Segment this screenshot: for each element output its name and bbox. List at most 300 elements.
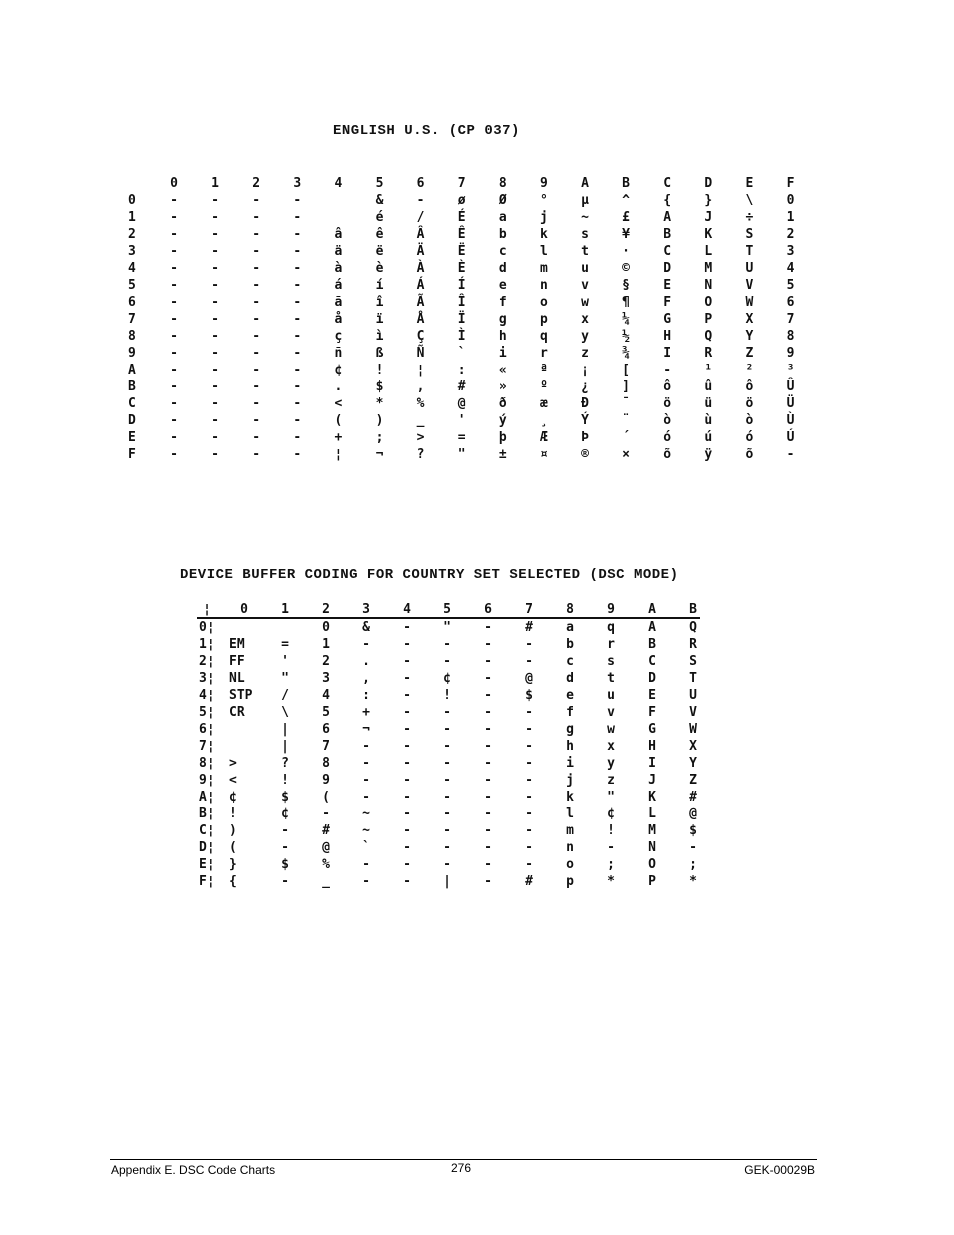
code-cell: Ç: [416, 328, 425, 344]
code-cell: F: [663, 294, 672, 310]
code-cell: Æ: [539, 430, 548, 446]
row-header: 2¦: [199, 653, 215, 669]
code-cell: >: [229, 755, 237, 771]
code-cell: 5: [322, 704, 330, 720]
code-cell: Ñ: [416, 345, 425, 361]
code-cell: ¦: [416, 362, 425, 378]
code-cell: æ: [539, 396, 548, 412]
code-cell: -: [252, 447, 261, 463]
row-header: B: [128, 379, 136, 395]
chart1-title: ENGLISH U.S. (CP 037): [333, 123, 520, 139]
code-cell: -: [211, 277, 219, 293]
code-cell: -: [443, 636, 451, 652]
column-header: 3: [293, 176, 302, 191]
code-cell: _: [416, 413, 425, 429]
code-cell: i: [566, 755, 574, 771]
code-cell: y: [581, 328, 589, 344]
row-header: 5¦: [199, 704, 215, 720]
code-cell: q: [539, 328, 548, 344]
code-cell: x: [581, 311, 589, 327]
code-cell: -: [281, 874, 289, 890]
code-cell: -: [252, 260, 261, 276]
code-cell: k: [539, 226, 548, 242]
code-cell: ¬: [362, 721, 370, 737]
code-cell: g: [566, 721, 574, 737]
code-cell: h: [498, 328, 507, 344]
column-header: 5: [375, 176, 384, 191]
code-cell: -: [322, 806, 330, 822]
code-cell: ¤: [539, 447, 548, 463]
code-cell: (: [322, 789, 330, 805]
code-cell: -: [525, 738, 533, 754]
code-cell: #: [525, 874, 533, 890]
column-header: 8: [566, 602, 574, 617]
code-cell: Å: [416, 311, 425, 327]
code-cell: -: [484, 704, 492, 720]
code-cell: -: [170, 311, 178, 327]
row-header: F: [128, 447, 136, 463]
code-cell: «: [498, 362, 507, 378]
code-cell: 0: [786, 193, 795, 208]
code-cell: _: [322, 874, 330, 890]
column-header: C: [663, 176, 672, 191]
code-cell: \: [745, 193, 754, 208]
code-cell: -: [211, 345, 219, 361]
code-cell: .: [362, 653, 370, 669]
code-cell: J: [704, 209, 713, 225]
column-header: B: [622, 176, 630, 191]
column-header: 9: [607, 602, 615, 617]
code-cell: ~: [581, 209, 589, 225]
code-cell: -: [252, 345, 261, 361]
code-cell: -: [211, 413, 219, 429]
row-header: F¦: [199, 874, 215, 890]
code-cell: Ë: [457, 243, 466, 259]
code-cell: -: [403, 840, 411, 856]
code-cell: #: [457, 379, 466, 395]
code-cell: &: [362, 620, 370, 635]
code-cell: M: [648, 823, 656, 839]
code-cell: ¡: [581, 362, 589, 378]
code-cell: k: [566, 789, 574, 805]
code-cell: Q: [704, 328, 713, 344]
code-cell: -: [281, 823, 289, 839]
code-cell: -: [403, 823, 411, 839]
code-cell: !: [607, 823, 615, 839]
column-header: 0: [170, 176, 178, 191]
row-header: C: [128, 396, 136, 412]
code-cell: K: [704, 226, 713, 242]
code-cell: (: [334, 413, 343, 429]
column-header: E: [745, 176, 754, 191]
column-header: 2: [322, 602, 330, 617]
code-cell: j: [566, 772, 574, 788]
code-cell: c: [566, 653, 574, 669]
column-header: 2: [252, 176, 261, 191]
code-cell: Ý: [581, 413, 589, 429]
code-cell: -: [252, 209, 261, 225]
code-cell: -: [293, 447, 302, 463]
code-cell: ò: [745, 413, 754, 429]
code-cell: -: [252, 243, 261, 259]
code-cell: -: [403, 687, 411, 703]
code-cell: -: [293, 379, 302, 395]
code-cell: -: [525, 789, 533, 805]
code-cell: s: [581, 226, 589, 242]
code-cell: -: [443, 789, 451, 805]
code-cell: Ì: [457, 328, 466, 344]
code-cell: -: [663, 362, 672, 378]
code-cell: µ: [581, 193, 589, 208]
footer-divider: [110, 1159, 817, 1160]
code-cell: -: [443, 738, 451, 754]
code-cell: U: [745, 260, 754, 276]
code-cell: ;: [375, 430, 384, 446]
row-header: E¦: [199, 857, 215, 873]
code-cell: $: [281, 857, 289, 873]
code-cell: -: [525, 857, 533, 873]
code-cell: -: [403, 636, 411, 652]
row-header: 9¦: [199, 772, 215, 788]
code-cell: ¢: [607, 806, 615, 822]
row-header: 4¦: [199, 687, 215, 703]
code-cell: -: [211, 294, 219, 310]
code-cell: -: [293, 226, 302, 242]
code-cell: ¦: [334, 447, 343, 463]
code-cell: -: [252, 396, 261, 412]
code-cell: þ: [498, 430, 507, 446]
code-cell: 6: [322, 721, 330, 737]
code-cell: $: [525, 687, 533, 703]
row-header: 1: [128, 209, 136, 225]
code-cell: -: [293, 362, 302, 378]
code-cell: ;: [689, 857, 697, 873]
code-cell: ¢: [443, 670, 451, 686]
code-cell: -: [211, 362, 219, 378]
code-cell: S: [689, 653, 697, 669]
column-header: 7: [457, 176, 466, 191]
code-cell: !: [281, 772, 289, 788]
code-cell: ¢: [229, 789, 237, 805]
code-cell: 8: [322, 755, 330, 771]
code-cell: E: [663, 277, 672, 293]
column-header: 9: [539, 176, 548, 191]
code-cell: %: [322, 857, 330, 873]
code-cell: -: [403, 620, 411, 635]
code-cell: ?: [416, 447, 425, 463]
code-cell: E: [648, 687, 656, 703]
code-cell: <: [334, 396, 343, 412]
code-cell: %: [416, 396, 425, 412]
code-cell: -: [252, 362, 261, 378]
code-cell: -: [293, 413, 302, 429]
code-cell: ù: [704, 413, 713, 429]
code-cell: û: [704, 379, 713, 395]
code-cell: -: [293, 396, 302, 412]
code-cell: ø: [457, 193, 466, 208]
code-cell: -: [484, 772, 492, 788]
code-cell: -: [525, 840, 533, 856]
code-cell: ã: [334, 294, 343, 310]
code-cell: A: [648, 620, 656, 635]
code-cell: Ü: [786, 396, 795, 412]
code-cell: -: [403, 670, 411, 686]
code-cell: ¬: [375, 447, 384, 463]
code-cell: î: [375, 294, 384, 310]
document-number: GEK-00029B: [744, 1163, 815, 1177]
row-header: 8: [128, 328, 136, 344]
code-cell: ß: [375, 345, 384, 361]
code-cell: õ: [745, 447, 754, 463]
code-cell: t: [581, 243, 589, 259]
code-cell: -: [293, 260, 302, 276]
code-cell: N: [648, 840, 656, 856]
code-cell: ç: [334, 328, 343, 344]
page-number: 276: [451, 1161, 472, 1175]
code-cell: T: [689, 670, 697, 686]
code-cell: I: [663, 345, 672, 361]
code-cell: -: [484, 806, 492, 822]
code-cell: ê: [375, 226, 384, 242]
code-cell: P: [648, 874, 656, 890]
code-cell: ': [281, 653, 289, 669]
code-cell: Ä: [416, 243, 425, 259]
code-cell: ×: [622, 447, 630, 463]
code-cell: R: [704, 345, 713, 361]
code-cell: í: [375, 277, 384, 293]
code-cell: -: [484, 636, 492, 652]
code-cell: d: [566, 670, 574, 686]
code-cell: -: [403, 755, 411, 771]
code-cell: s: [607, 653, 615, 669]
code-cell: FF: [229, 653, 245, 669]
code-cell: -: [170, 243, 178, 259]
code-cell: U: [689, 687, 697, 703]
code-cell: ò: [663, 413, 672, 429]
column-header: F: [786, 176, 795, 191]
code-cell: `: [362, 840, 370, 856]
code-cell: #: [525, 620, 533, 635]
code-cell: 2: [322, 653, 330, 669]
code-cell: -: [484, 823, 492, 839]
code-cell: -: [689, 840, 697, 856]
code-cell: ¼: [622, 311, 630, 327]
code-cell: Ù: [786, 413, 795, 429]
code-cell: ¯: [622, 396, 630, 412]
code-cell: -: [403, 857, 411, 873]
code-cell: ": [281, 670, 289, 686]
code-cell: K: [648, 789, 656, 805]
code-cell: S: [745, 226, 754, 242]
code-cell: !: [229, 806, 237, 822]
code-cell: -: [443, 857, 451, 873]
code-cell: 4: [322, 687, 330, 703]
code-cell: }: [704, 193, 713, 208]
code-cell: -: [170, 413, 178, 429]
code-cell: -: [403, 721, 411, 737]
code-cell: -: [170, 209, 178, 225]
column-header: 4: [403, 602, 411, 617]
code-cell: Ú: [786, 430, 795, 446]
code-cell: X: [745, 311, 754, 327]
code-cell: e: [566, 687, 574, 703]
code-cell: 4: [786, 260, 795, 276]
header-underline: [197, 617, 700, 619]
code-cell: -: [443, 721, 451, 737]
code-cell: j: [539, 209, 548, 225]
code-cell: -: [525, 823, 533, 839]
code-cell: ª: [539, 362, 548, 378]
code-cell: v: [581, 277, 589, 293]
code-cell: °: [539, 193, 548, 208]
code-cell: -: [607, 840, 615, 856]
code-cell: 8: [786, 328, 795, 344]
code-cell: }: [229, 857, 237, 873]
code-cell: |: [443, 874, 451, 890]
code-cell: -: [484, 789, 492, 805]
code-cell: -: [443, 772, 451, 788]
code-cell: ³: [786, 362, 795, 378]
row-header: A¦: [199, 789, 215, 805]
code-cell: -: [362, 789, 370, 805]
column-header: 7: [525, 602, 533, 617]
code-cell: :: [457, 362, 466, 378]
code-cell: $: [375, 379, 384, 395]
code-cell: -: [211, 447, 219, 463]
code-cell: 1: [322, 636, 330, 652]
code-cell: -: [170, 226, 178, 242]
code-cell: -: [252, 226, 261, 242]
code-cell: R: [689, 636, 697, 652]
code-cell: t: [607, 670, 615, 686]
code-cell: 6: [786, 294, 795, 310]
code-cell: H: [663, 328, 672, 344]
code-cell: -: [293, 243, 302, 259]
code-cell: !: [443, 687, 451, 703]
code-cell: w: [581, 294, 589, 310]
code-cell: #: [689, 789, 697, 805]
code-cell: T: [745, 243, 754, 259]
code-cell: -: [252, 294, 261, 310]
code-cell: -: [293, 193, 302, 208]
corner-marker: ¦: [203, 602, 211, 617]
code-cell: A: [663, 209, 672, 225]
code-cell: ñ: [334, 345, 343, 361]
code-cell: -: [252, 277, 261, 293]
code-cell: -: [443, 704, 451, 720]
code-cell: -: [293, 294, 302, 310]
code-cell: |: [281, 738, 289, 754]
code-cell: *: [689, 874, 697, 890]
code-cell: è: [375, 260, 384, 276]
code-cell: e: [498, 277, 507, 293]
code-cell: STP: [229, 687, 253, 703]
code-cell: -: [293, 430, 302, 446]
row-header: D¦: [199, 840, 215, 856]
code-cell: ä: [334, 243, 343, 259]
code-cell: ": [607, 789, 615, 805]
code-cell: Ï: [457, 311, 466, 327]
code-cell: $: [281, 789, 289, 805]
code-cell: $: [689, 823, 697, 839]
code-cell: @: [322, 840, 330, 856]
code-cell: õ: [663, 447, 672, 463]
code-cell: -: [484, 687, 492, 703]
code-cell: h: [566, 738, 574, 754]
code-cell: -: [170, 396, 178, 412]
code-cell: -: [443, 840, 451, 856]
code-cell: -: [362, 772, 370, 788]
code-cell: å: [334, 311, 343, 327]
code-cell: -: [293, 311, 302, 327]
code-cell: <: [229, 772, 237, 788]
code-cell: ô: [745, 379, 754, 395]
code-cell: ¥: [622, 226, 630, 242]
code-cell: -: [525, 806, 533, 822]
code-cell: |: [281, 721, 289, 737]
code-cell: V: [745, 277, 754, 293]
code-cell: ¨: [622, 413, 630, 429]
code-cell: º: [539, 379, 548, 395]
row-header: 7¦: [199, 738, 215, 754]
code-cell: É: [457, 209, 466, 225]
code-cell: [: [622, 362, 630, 378]
code-cell: -: [443, 653, 451, 669]
code-cell: Ð: [581, 396, 589, 412]
code-cell: r: [539, 345, 548, 361]
row-header: D: [128, 413, 136, 429]
code-cell: ó: [663, 430, 672, 446]
code-cell: §: [622, 277, 630, 293]
code-cell: 3: [322, 670, 330, 686]
column-header: 6: [484, 602, 492, 617]
code-cell: N: [704, 277, 713, 293]
code-cell: Ê: [457, 226, 466, 242]
code-cell: :: [362, 687, 370, 703]
code-cell: -: [293, 328, 302, 344]
column-header: 1: [211, 176, 219, 191]
code-cell: ): [375, 413, 384, 429]
row-header: 3: [128, 243, 136, 259]
code-cell: J: [648, 772, 656, 788]
code-cell: -: [252, 328, 261, 344]
code-cell: m: [539, 260, 548, 276]
code-cell: c: [498, 243, 507, 259]
code-cell: ~: [362, 823, 370, 839]
code-cell: ®: [581, 447, 589, 463]
code-cell: -: [362, 874, 370, 890]
row-header: 9: [128, 345, 136, 361]
row-header: 4: [128, 260, 136, 276]
code-cell: V: [689, 704, 697, 720]
code-cell: ô: [663, 379, 672, 395]
code-cell: £: [622, 209, 630, 225]
code-cell: /: [281, 687, 289, 703]
code-cell: -: [293, 209, 302, 225]
code-cell: Í: [457, 277, 466, 293]
code-cell: ö: [663, 396, 672, 412]
code-cell: -: [484, 755, 492, 771]
code-cell: +: [362, 704, 370, 720]
column-header: A: [648, 602, 656, 617]
code-cell: {: [663, 193, 672, 208]
code-cell: ¢: [281, 806, 289, 822]
row-header: 0¦: [199, 620, 215, 635]
code-cell: Q: [689, 620, 697, 635]
row-header: 8¦: [199, 755, 215, 771]
row-header: 7: [128, 311, 136, 327]
code-cell: !: [375, 362, 384, 378]
